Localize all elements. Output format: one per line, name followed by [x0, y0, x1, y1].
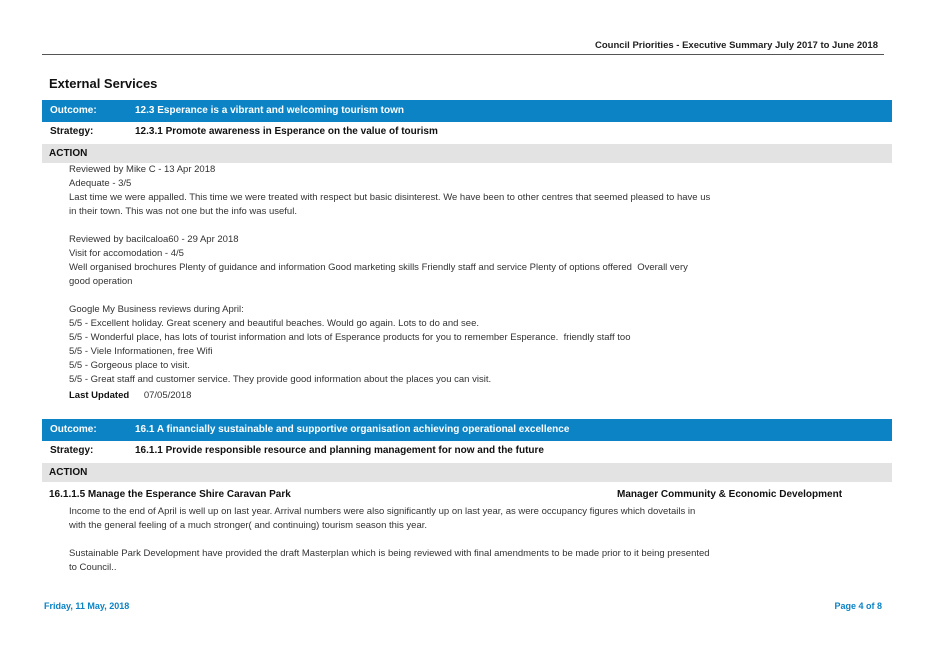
strategy-value: 12.3.1 Promote awareness in Esperance on the value of tourism	[135, 126, 438, 137]
comment-line: Visit for accomodation - 4/5	[69, 248, 184, 259]
action-header	[42, 144, 892, 163]
comment-line: 5/5 - Viele Informationen, free Wifi	[69, 346, 213, 357]
comment-gap	[69, 289, 819, 303]
outcome-label: Outcome:	[50, 424, 97, 435]
comment-line: with the general feeling of a much stronger( and continuing) tourism season this year.	[69, 520, 428, 531]
comment-line: Income to the end of April is well up on last year. Arrival numbers were also significantly up on last year, as were occupancy figures which dovetails in	[69, 506, 696, 517]
comment-line: Reviewed by Mike C - 13 Apr 2018	[69, 164, 216, 175]
footer-page-number: Page 4 of 8	[834, 601, 882, 611]
comment-line: Reviewed by bacilcaloa60 - 29 Apr 2018	[69, 234, 239, 245]
action-item-title: 16.1.1.5 Manage the Esperance Shire Caravan Park	[49, 489, 291, 500]
report-title: Council Priorities - Executive Summary July 2017 to June 2018	[594, 40, 878, 51]
comment-line: Last time we were appalled. This time we were treated with respect but basic disinterest. We have been to other centres that seemed pleased to have us	[69, 192, 711, 203]
comment-line: Google My Business reviews during April:	[69, 304, 244, 315]
outcome-bar-16-1	[42, 419, 892, 441]
comment-line: good operation	[69, 276, 133, 287]
strategy-row-12-3-1	[42, 122, 892, 141]
action-comments-block1	[69, 163, 819, 387]
comment-line: in their town. This was not one but the info was useful.	[69, 206, 297, 217]
last-updated-date: 07/05/2018	[143, 390, 192, 401]
action-item-16-1-1-5	[49, 489, 869, 503]
outcome-label: Outcome:	[50, 105, 97, 116]
comment-gap	[69, 219, 819, 233]
comment-gap	[69, 533, 819, 547]
action-label: ACTION	[49, 148, 88, 159]
last-updated-label: Last Updated	[69, 390, 130, 401]
comment-line: 5/5 - Great staff and customer service. They provide good information about the places you can visit.	[69, 374, 492, 385]
action-label: ACTION	[49, 467, 88, 478]
page-header	[42, 34, 884, 55]
section-title: External Services	[49, 76, 158, 91]
outcome-bar-12-3	[42, 100, 892, 122]
action-item-owner: Manager Community & Economic Development	[617, 489, 843, 500]
strategy-value: 16.1.1 Provide responsible resource and planning management for now and the future	[135, 445, 544, 456]
comment-line: Sustainable Park Development have provided the draft Masterplan which is being reviewed with final amendments to be made prior to it being presented	[69, 548, 710, 559]
comment-line: Well organised brochures Plenty of guidance and information Good marketing skills Friendly staff and service Plenty of options offered Overall very	[69, 262, 688, 273]
strategy-label: Strategy:	[50, 126, 94, 137]
strategy-row-16-1-1	[42, 441, 892, 460]
last-updated	[69, 390, 191, 401]
outcome-value: 16.1 A financially sustainable and supportive organisation achieving operational excellence	[135, 424, 570, 435]
comment-line: 5/5 - Gorgeous place to visit.	[69, 360, 190, 371]
footer-date: Friday, 11 May, 2018	[44, 601, 130, 611]
action-header	[42, 463, 892, 482]
action-comments-block2	[69, 505, 819, 575]
comment-line: 5/5 - Wonderful place, has lots of tourist information and lots of Esperance products for you to remember Esperance. friendly staff too	[69, 332, 631, 343]
comment-line: Adequate - 3/5	[69, 178, 132, 189]
strategy-label: Strategy:	[50, 445, 94, 456]
comment-line: to Council..	[69, 562, 117, 573]
outcome-value: 12.3 Esperance is a vibrant and welcoming tourism town	[135, 105, 404, 116]
comment-line: 5/5 - Excellent holiday. Great scenery and beautiful beaches. Would go again. Lots to do and see.	[69, 318, 479, 329]
